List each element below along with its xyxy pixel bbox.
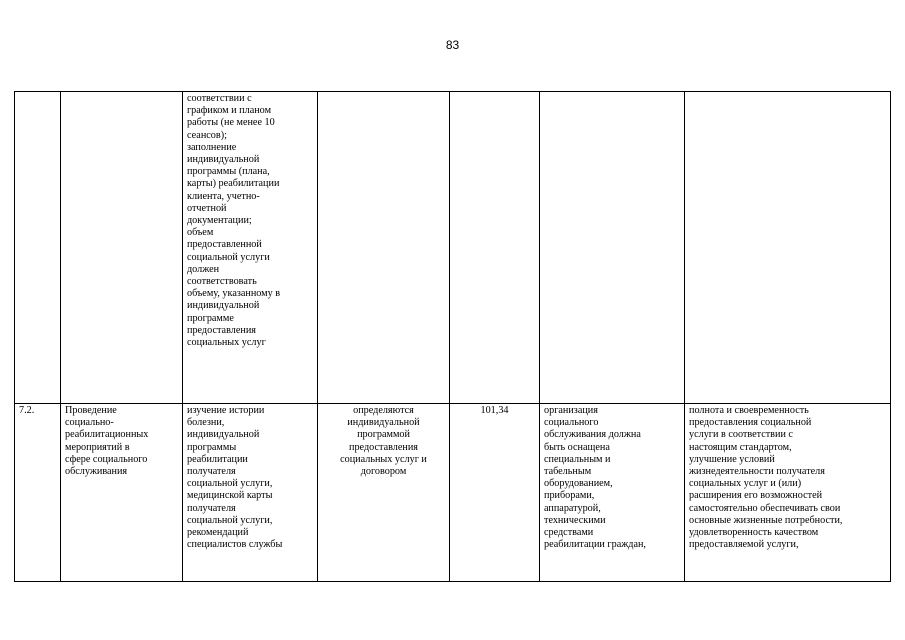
service-name-cell: [61, 92, 183, 404]
service-term-cell: определяются индивидуальной программой предоставления социальных услуг и договором: [318, 404, 450, 582]
tariff-cell: 101,34: [450, 404, 540, 582]
service-content-cell: соответствии с графиком и планом работы (не менее 10 сеансов); заполнение индивидуальной программы (плана, карты) реабилитации клиента, учетно- отчетной документации; объем предоставленной социальной услуги должен соответствовать объему, указанному в индивидуальной программе предоставления социальных услуг: [183, 92, 318, 404]
tariff-cell: [450, 92, 540, 404]
service-content-cell: изучение истории болезни, индивидуальной программы реабилитации получателя социальной услуги, медицинской карты получателя социальной услуги, рекомендаций специалистов службы: [183, 404, 318, 582]
conditions-cell: организация социального обслуживания должна быть оснащена специальным и табельным оборудованием, приборами, аппаратурой, техническими средствами реабилитации граждан,: [540, 404, 685, 582]
table-row: [15, 92, 891, 404]
quality-indicators-cell: полнота и своевременность предоставления социальной услуги в соответствии с настоящим стандартом, улучшение условий жизнедеятельности получателя социальных услуг и (или) расширения его возможностей самостоятельно обеспечивать свои основные жизненные потребности, удовлетворенность качеством предоставляемой услуги,: [685, 404, 891, 582]
service-name-cell: Проведение социально- реабилитационных мероприятий в сфере социального обслуживания: [61, 404, 183, 582]
row-number-cell: 7.2.: [15, 404, 61, 582]
page-number: 83: [445, 38, 460, 52]
quality-indicators-cell: [685, 92, 891, 404]
table-row: [15, 404, 891, 582]
services-standard-table: [14, 91, 891, 582]
conditions-cell: [540, 92, 685, 404]
service-term-cell: [318, 92, 450, 404]
row-number-cell: [15, 92, 61, 404]
